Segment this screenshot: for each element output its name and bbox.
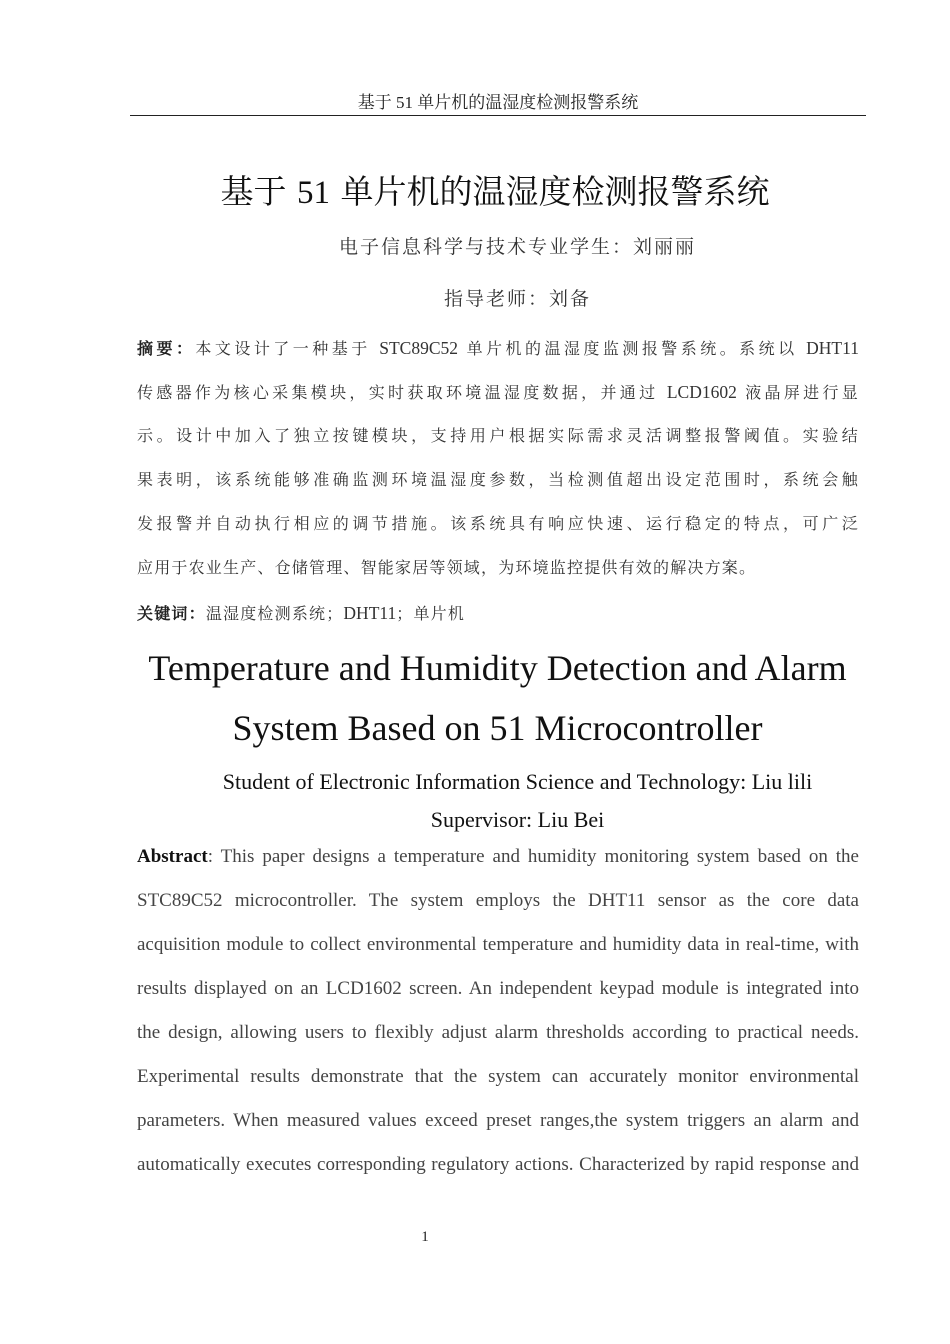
chinese-abstract-text: STC89C52 [379, 338, 459, 358]
chinese-abstract-line-2 [137, 370, 859, 414]
english-abstract-line-4: results displayed on an LCD1602 screen. An independent keypad module is integrated into [137, 978, 859, 999]
chinese-abstract [137, 326, 859, 590]
page-number: 1 [421, 1229, 429, 1245]
english-abstract-line-7: parameters. When measured values exceed preset ranges,the system triggers an alarm and [137, 1110, 859, 1131]
chinese-title-post: 单片机的温湿度检测报警系统 [330, 172, 770, 211]
chinese-keywords [137, 591, 465, 635]
english-abstract-line-5: the design, allowing users to flexibly adjust alarm thresholds according to practical needs. [137, 1022, 859, 1043]
chinese-abstract-line-1 [137, 326, 859, 370]
english-abstract-line-3: acquisition module to collect environmental temperature and humidity data in real-time, with [137, 934, 859, 955]
english-abstract-line-2: STC89C52 microcontroller. The system employs the DHT11 sensor as the core data [137, 890, 859, 911]
chinese-title [0, 170, 950, 215]
english-abstract-line-8: automatically executes corresponding regulatory actions. Characterized by rapid response and [137, 1154, 859, 1175]
chinese-keywords-label: 关键词： [137, 604, 206, 623]
keyword: 温湿度检测系统； [205, 604, 344, 623]
english-abstract-text: : This paper designs a temperature and humidity monitoring system based on the [207, 846, 859, 867]
chinese-abstract-text: 液晶屏进行显 [736, 383, 859, 402]
running-header: 基于 51 单片机的温湿度检测报警系统 [357, 93, 639, 112]
header-rule [130, 115, 866, 116]
english-abstract [137, 835, 859, 1187]
chinese-abstract-text: 示。设计中加入了独立按键模块，支持用户根据实际需求灵活调整报警阈值。实验结 [137, 426, 859, 445]
chinese-abstract-text: LCD1602 [666, 382, 737, 402]
chinese-abstract-text: 本文设计了一种基于 [195, 339, 380, 358]
chinese-abstract-line-3 [137, 414, 859, 458]
keyword: ；单片机 [396, 604, 466, 623]
english-abstract-line-1 [137, 835, 859, 879]
chinese-supervisor: 指导老师：刘备 [443, 288, 591, 310]
chinese-abstract-line-4 [137, 458, 859, 502]
chinese-title-pre: 基于 [220, 172, 297, 211]
chinese-abstract-line-5 [137, 502, 859, 546]
chinese-abstract-text: 单片机的温湿度监测报警系统。系统以 [458, 339, 807, 358]
english-abstract-label: Abstract [137, 846, 208, 867]
english-title-line-1: Temperature and Humidity Detection and Alarm [148, 648, 847, 688]
english-author: Student of Electronic Information Science and Technology: Liu lili [222, 769, 813, 794]
keyword: DHT11 [343, 603, 397, 623]
chinese-abstract-text: 果表明，该系统能够准确监测环境温湿度参数，当检测值超出设定范围时，系统会触 [137, 470, 859, 489]
english-abstract-line-6: Experimental results demonstrate that the system can accurately monitor environmental [137, 1066, 859, 1087]
chinese-author: 电子信息科学与技术专业学生：刘丽丽 [338, 236, 696, 258]
chinese-abstract-text: 发报警并自动执行相应的调节措施。该系统具有响应快速、运行稳定的特点，可广泛 [137, 514, 859, 533]
english-supervisor: Supervisor: Liu Bei [430, 807, 605, 832]
chinese-title-num: 51 [297, 175, 330, 211]
chinese-abstract-line-6 [137, 546, 859, 590]
chinese-abstract-text: 传感器作为核心采集模块，实时获取环境温湿度数据，并通过 [137, 383, 667, 402]
chinese-abstract-label: 摘要： [137, 339, 196, 358]
chinese-abstract-text: 应用于农业生产、仓储管理、智能家居等领域，为环境监控提供有效的解决方案。 [137, 558, 757, 577]
chinese-abstract-text: DHT11 [806, 338, 859, 358]
english-title-line-2: System Based on 51 Microcontroller [232, 708, 763, 748]
